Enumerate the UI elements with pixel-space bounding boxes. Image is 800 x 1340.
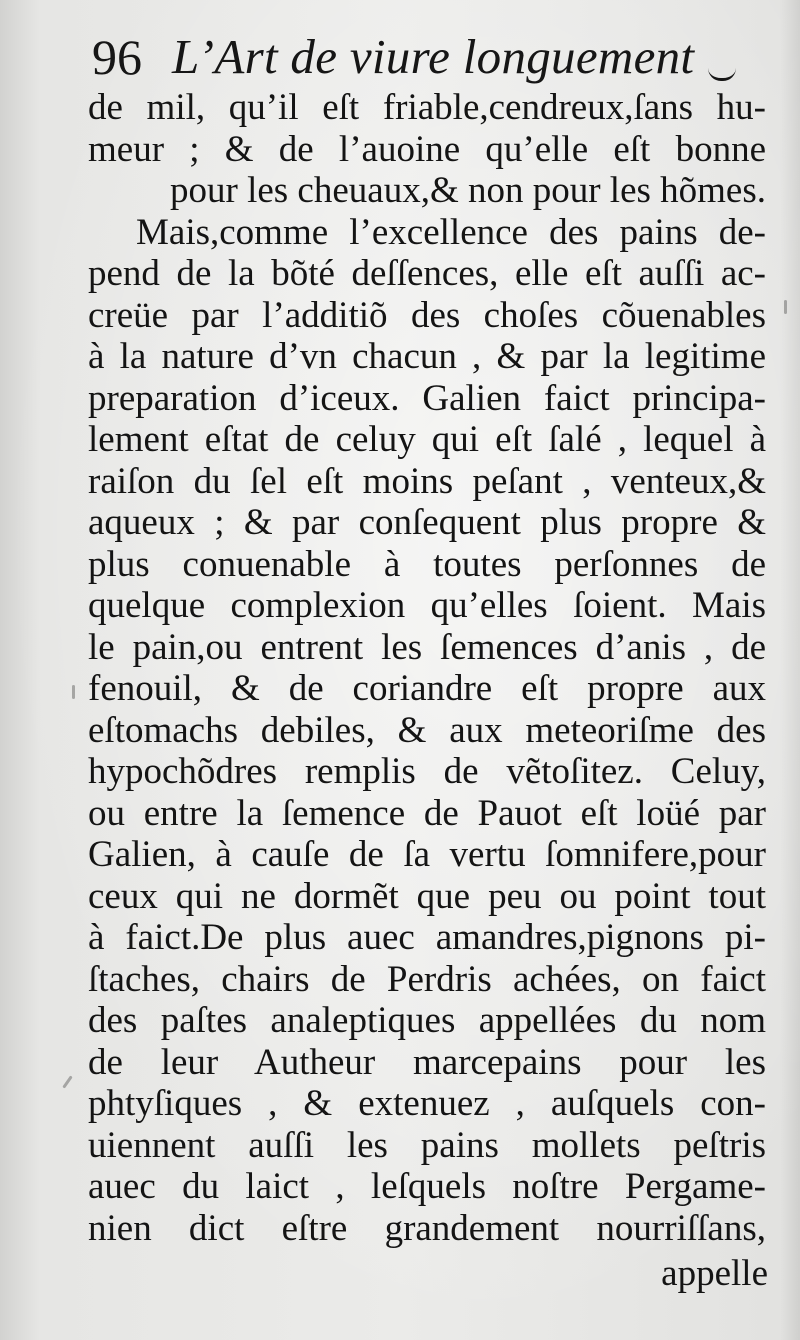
text-line: Galien, à cauſe de ſa vertu ſomnifere,pour	[88, 834, 766, 875]
text-line: uiennent auſſi les pains mollets peſtris	[88, 1124, 766, 1166]
text-line: ſtaches, chairs de Perdris achées, on faict	[88, 958, 766, 1000]
title-flourish-ornament	[708, 68, 736, 81]
text-line: auec du laict , leſquels noſtre Pergame-	[88, 1166, 766, 1207]
running-title: L’Art de viure longuement	[172, 29, 695, 84]
page-header	[90, 18, 730, 88]
text-line: ou entre la ſemence de Pauot eſt loüé par	[88, 792, 766, 834]
text-line: pend de la bõté deſſences, elle eſt auſſi ac-	[88, 253, 766, 294]
text-line: plus conuenable à toutes perſonnes de	[88, 543, 766, 585]
text-line: aqueux ; & par conſequent plus propre &	[88, 502, 766, 543]
text-line: à la nature d’vn chacun , & par la legitime	[88, 336, 766, 377]
text-line: pour les cheuaux,& non pour les hõmes.	[170, 170, 766, 211]
text-line: raiſon du ſel eſt moins peſant , venteux,&	[88, 460, 766, 502]
text-line: fenouil, & de coriandre eſt propre aux	[88, 668, 766, 709]
text-line: quelque complexion qu’elles ſoient. Mais	[88, 585, 766, 626]
text-line: de mil, qu’il eſt friable,cendreux,ſans hu-	[88, 87, 766, 128]
text-line: à faict.De plus auec amandres,pignons pi-	[88, 917, 766, 958]
text-line: de leur Autheur marcepains pour les	[88, 1041, 766, 1083]
text-line: nien dict eſtre grandement nourriſſans,	[88, 1207, 766, 1249]
text-line: phtyſiques , & extenuez , auſquels con-	[88, 1083, 766, 1124]
paper-speck	[784, 300, 787, 314]
catchword: appelle	[661, 1253, 768, 1294]
text-line: eſtomachs debiles, & aux meteoriſme des	[88, 709, 766, 751]
text-line: meur ; & de l’auoine qu’elle eſt bonne	[88, 128, 766, 170]
text-line: preparation d’iceux. Galien faict principa-	[88, 377, 766, 419]
body-text	[88, 87, 768, 1249]
text-line: hypochõdres remplis de vẽtoſitez. Celuy,	[88, 751, 766, 792]
text-line: ceux qui ne dormẽt que peu ou point tout	[88, 875, 766, 917]
text-line: le pain,ou entrent les ſemences d’anis , de	[88, 626, 766, 668]
paper-speck	[62, 1075, 72, 1088]
text-line: des paſtes analeptiques appellées du nom	[88, 1000, 766, 1041]
paper-speck	[72, 685, 75, 699]
text-line: lement eſtat de celuy qui eſt ſalé , lequel à	[88, 419, 766, 460]
page-number: 96	[92, 29, 142, 85]
paragraph-first-line: Mais,comme l’excellence des pains de-	[136, 211, 766, 253]
text-line: creüe par l’additiõ des choſes cõuenables	[88, 294, 766, 336]
